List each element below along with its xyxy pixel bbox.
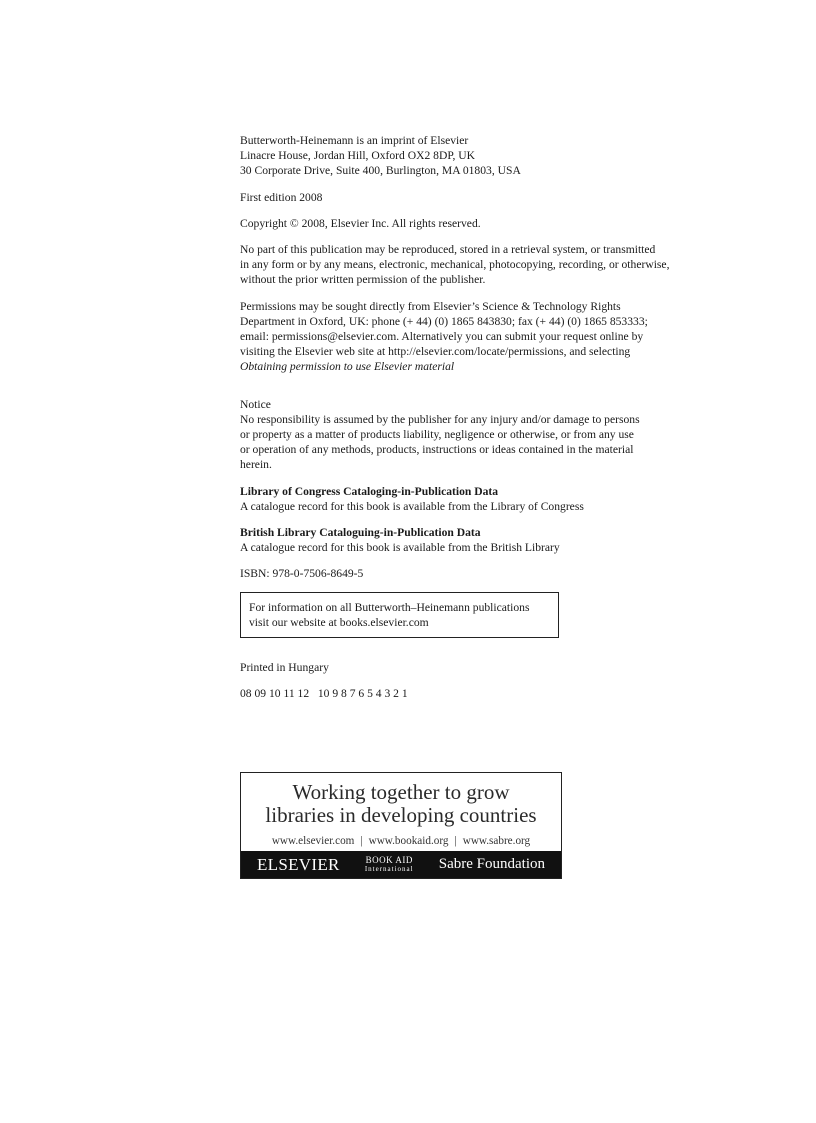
banner-logo-bar [241, 851, 561, 878]
loc-heading: Library of Congress Cataloging-in-Publication Data [240, 484, 499, 498]
bookaid-logo-text: BOOK AID [365, 854, 413, 865]
link-separator: | [454, 835, 457, 847]
print-line: 08 09 10 11 12 10 9 8 7 6 5 4 3 2 1 [240, 687, 408, 701]
notice-line: herein. [240, 458, 272, 472]
permissions-line: email: permissions@elsevier.com. Alternatively you can submit your request online by [240, 330, 644, 344]
rights-statement [240, 242, 700, 288]
book-aid-banner [240, 772, 562, 879]
banner-headline [241, 781, 561, 827]
copyright-page [240, 133, 700, 701]
loc-text: A catalogue record for this book is available from the Library of Congress [240, 499, 584, 513]
bookaid-logo [365, 856, 414, 874]
rights-line: without the prior written permission of the publisher. [240, 273, 486, 287]
sabre-link: www.sabre.org [462, 835, 531, 847]
permissions-line: Department in Oxford, UK: phone (+ 44) (0) 1865 843830; fax (+ 44) (0) 1865 853333; [240, 314, 648, 328]
link-separator: | [360, 835, 363, 847]
permissions-statement [240, 299, 700, 375]
info-box-line: For information on all Butterworth–Heinemann publications [249, 600, 530, 614]
permissions-italic-line: Obtaining permission to use Elsevier material [240, 360, 455, 374]
copyright-text: Copyright © 2008, Elsevier Inc. All rights reserved. [240, 216, 481, 230]
notice-heading: Notice [240, 397, 271, 411]
notice-line: or property as a matter of products liability, negligence or otherwise, or from any use [240, 428, 634, 442]
bl-heading: British Library Cataloguing-in-Publication Data [240, 526, 481, 540]
isbn-text: ISBN: 978-0-7506-8649-5 [240, 567, 364, 581]
publisher-address [240, 133, 700, 179]
bl-text: A catalogue record for this book is available from the British Library [240, 541, 560, 555]
rights-line: in any form or by any means, electronic, mechanical, photocopying, recording, or otherwise, [240, 258, 670, 272]
publisher-line: Linacre House, Jordan Hill, Oxford OX2 8DP, UK [240, 149, 476, 163]
publisher-line: 30 Corporate Drive, Suite 400, Burlington, MA 01803, USA [240, 164, 521, 178]
bookaid-link: www.bookaid.org [368, 835, 449, 847]
publisher-line: Butterworth-Heinemann is an imprint of Elsevier [240, 134, 469, 147]
sabre-logo: Sabre Foundation [438, 856, 545, 872]
banner-headline-line: libraries in developing countries [265, 803, 537, 827]
notice [240, 397, 700, 473]
elsevier-logo: ELSEVIER [257, 854, 340, 874]
permissions-line: Permissions may be sought directly from Elsevier’s Science & Technology Rights [240, 299, 621, 313]
bl-cip [240, 525, 700, 555]
permissions-line: visiting the Elsevier web site at http://elsevier.com/locate/permissions, and selecting [240, 345, 631, 359]
printed-in-text: Printed in Hungary [240, 661, 329, 675]
banner-headline-line: Working together to grow [292, 780, 510, 804]
banner-links [241, 835, 561, 847]
notice-line: No responsibility is assumed by the publisher for any injury and/or damage to persons [240, 412, 640, 426]
loc-cip [240, 484, 700, 514]
info-box-line: visit our website at books.elsevier.com [249, 615, 429, 629]
edition-text: First edition 2008 [240, 190, 323, 204]
notice-line: or operation of any methods, products, instructions or ideas contained in the material [240, 443, 634, 457]
website-info-box [240, 592, 559, 638]
bookaid-logo-subtext: International [364, 864, 414, 873]
elsevier-link: www.elsevier.com [271, 835, 355, 847]
rights-line: No part of this publication may be reproduced, stored in a retrieval system, or transmitted [240, 243, 656, 257]
